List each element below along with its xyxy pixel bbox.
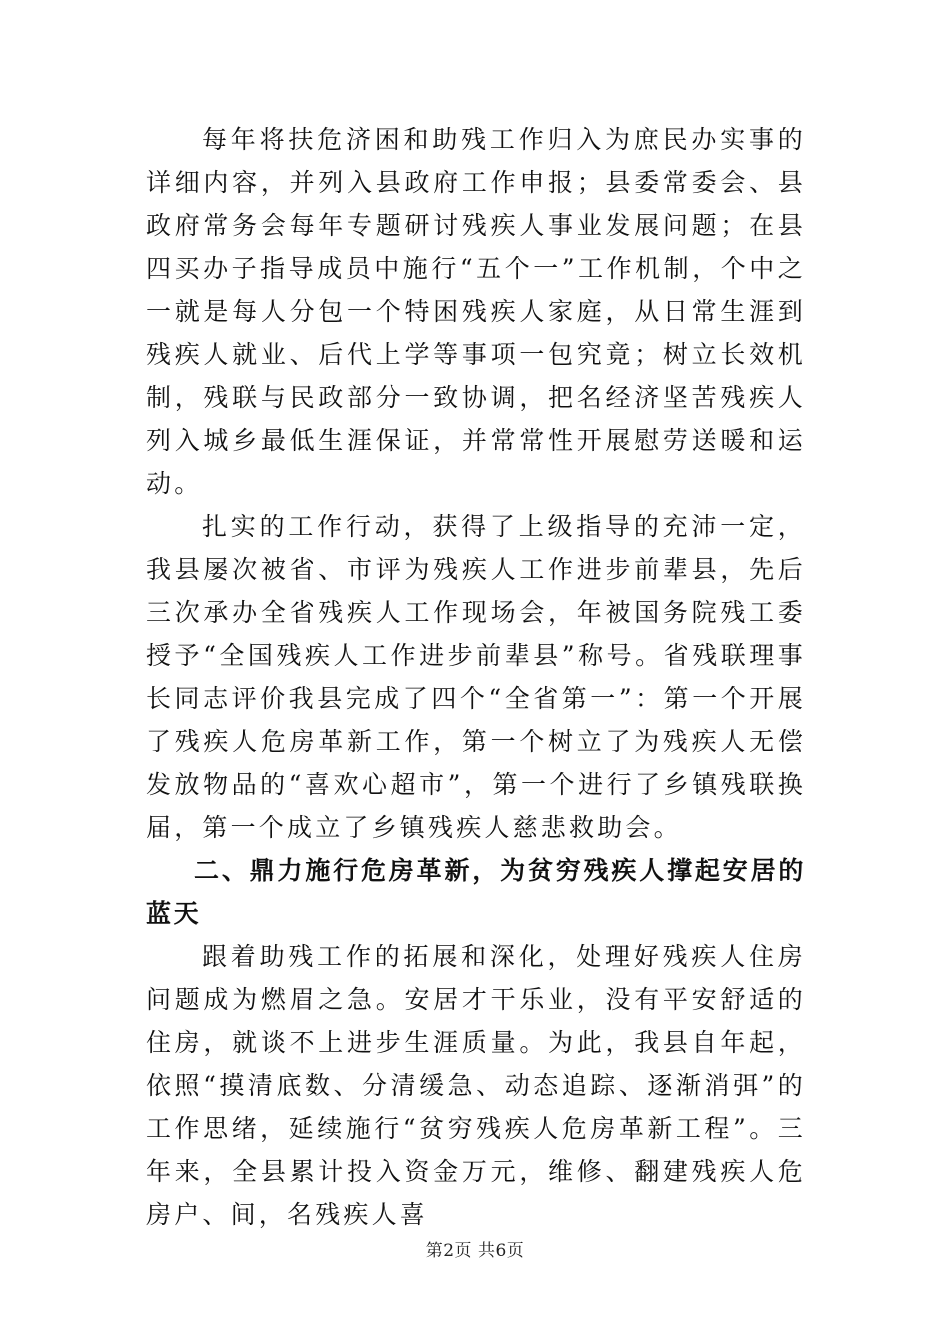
paragraph-housing-renovation: 跟着助残工作的拓展和深化，处理好残疾人住房问题成为燃眉之急。安居才干乐业，没有平安舒适的住房，就谈不上进步生涯质量。为此，我县自年起，依照“摸清底数、分清缓急、动态追踪、逐渐消弭”的工作思绪，延续施行“贫穷残疾人危房革新工程”。三年来，全县累计投入资金万元，维修、翻建残疾人危房户、间，名残疾人喜: [146, 942, 806, 1229]
section-heading: 二、鼎力施行危房革新，为贫穷残疾人撑起安居的蓝天: [146, 856, 806, 928]
paragraph-welfare-work: 每年将扶危济困和助残工作归入为庶民办实事的详细内容，并列入县政府工作申报；县委常委会、县政府常务会每年专题研讨残疾人事业发展问题；在县四买办子指导成员中施行“五个一”工作机制，个中之一就是每人分包一个特困残疾人家庭，从日常生涯到残疾人就业、后代上学等事项一包究竟；树立长效机制，残联与民政部分一致协调，把名经济坚苦残疾人列入城乡最低生涯保证，并常常性开展慰劳送暖和运动。: [146, 125, 806, 498]
document-body: [146, 118, 806, 1236]
paragraph-achievements: 扎实的工作行动，获得了上级指导的充沛一定，我县屡次被省、市评为残疾人工作进步前辈县，先后三次承办全省残疾人工作现场会，年被国务院残工委授予“全国残疾人工作进步前辈县”称号。省残联理事长同志评价我县完成了四个“全省第一”：第一个开展了残疾人危房革新工作，第一个树立了为残疾人无偿发放物品的“喜欢心超市”，第一个进行了乡镇残联换届，第一个成立了乡镇残疾人慈悲救助会。: [146, 512, 806, 842]
page-number-footer: 第2页 共6页: [425, 1241, 525, 1261]
